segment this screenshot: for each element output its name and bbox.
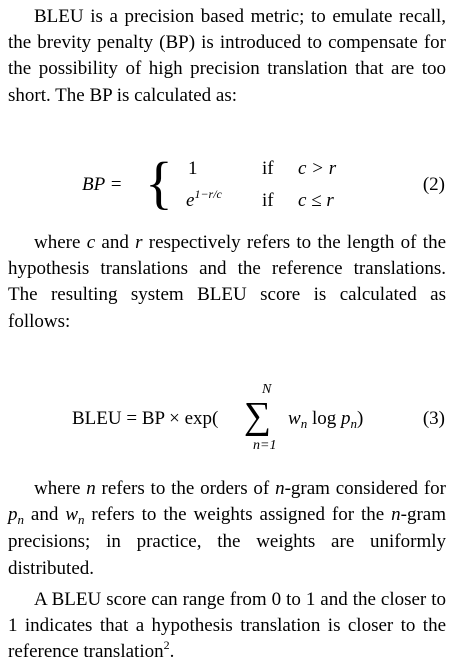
equation-bleu-score — [0, 380, 453, 460]
equation-lhs: BP = — [82, 174, 123, 195]
case2-condition: c ≤ r — [298, 190, 334, 211]
paragraph-bleu-range: A BLEU score can range from 0 to 1 and the closer to 1 indicates that a hypothesis translation is closer to the reference translation$^2$. — [8, 589, 446, 663]
summation-symbol: ∑ — [244, 395, 272, 437]
paragraph-bleu-intro: BLEU is a precision based metric; to emulate recall, the brevity penalty (BP) is introduced to compensate for the possibility of high precision translation that are too short. The BP is calculated as: — [8, 6, 446, 106]
case1-if: if — [262, 158, 274, 179]
footnote-marker[interactable]: 2 — [163, 638, 170, 653]
sum-upper-limit: N — [262, 382, 272, 397]
equation-lhs: BLEU = BP × exp( — [72, 408, 219, 429]
left-brace: { — [145, 150, 173, 215]
case1-condition: c > r — [298, 158, 337, 179]
equation-number-2: (2) — [422, 174, 445, 195]
case2-value: $e^{1-r/c}$ — [186, 187, 222, 211]
case1-value: 1 — [188, 158, 198, 179]
paragraph-length-definitions: where c and r respectively refers to the length of the hypothesis translations and the reference translations. The resulting system BLEU score is calculated as follows: — [8, 232, 446, 332]
equation-brevity-penalty — [0, 152, 453, 222]
equation-number-3: (3) — [422, 408, 445, 429]
paragraph-ngram-weights: where n refers to the orders of n-gram considered for $p_n$ and $w_n$ refers to the weights assigned for the n-gram precisions; in practice, the weights are uniformly distributed. — [8, 478, 447, 579]
sum-term: $w_n$ $\log p_n$) — [288, 408, 364, 431]
sum-lower-limit: n=1 — [253, 438, 277, 453]
case2-if: if — [262, 190, 274, 211]
